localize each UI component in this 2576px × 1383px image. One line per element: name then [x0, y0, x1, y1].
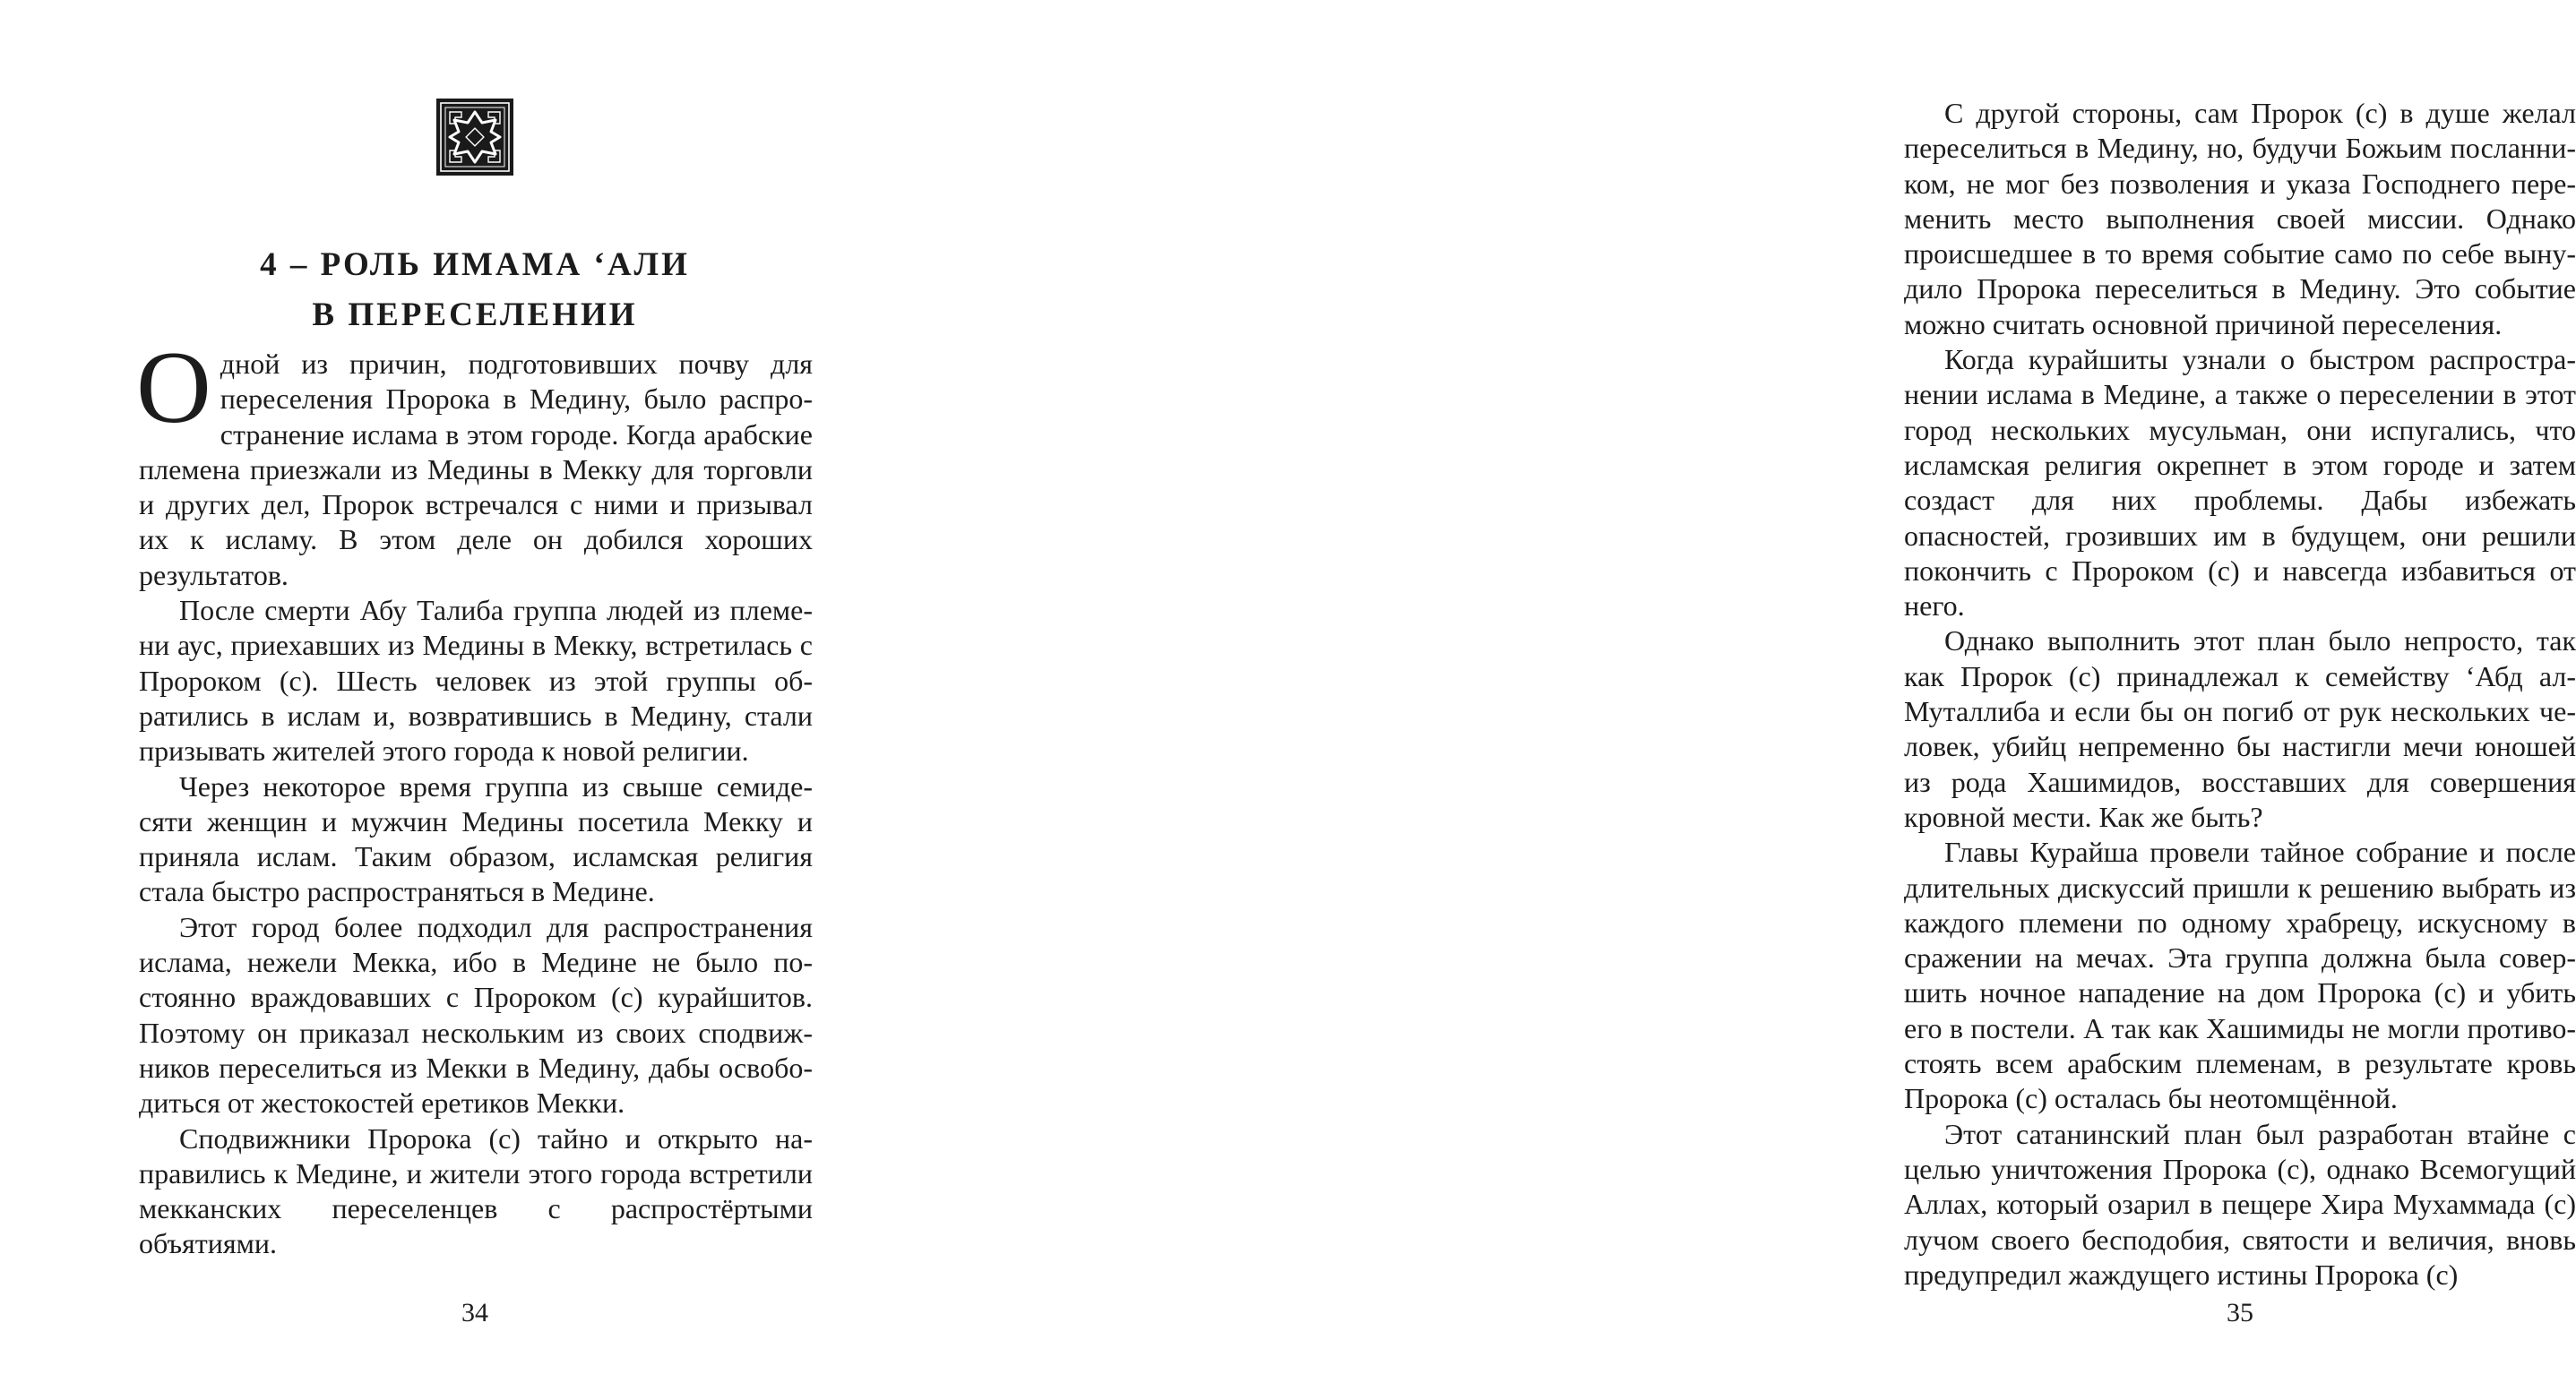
paragraph: Когда курайшиты узнали о быстром распространении ислама в Медине, а также о переселении в этот город нескольких мусульман, они испугались, что исламская религия окрепнет в этом городе и затем создаст для них проблемы. Дабы избежать опасностей, грозивших им в будущем, они решили покончить с Пророком (с) и навсегда избавиться от него. [1904, 343, 2576, 623]
paragraph: Сподвижники Пророка (с) тайно и открыто направились к Медине, и жители этого города встретили мекканских переселенцев с распростёртыми объятиями. [139, 1121, 813, 1260]
right-page [896, 0, 2576, 1383]
page-number: 34 [461, 1298, 488, 1327]
paragraph: Через некоторое время группа из свыше семидесяти женщин и мужчин Медины посетила Мекку и приняла ислам. Таким образом, исламская религия стала быстро распространяться в Медине. [139, 769, 813, 908]
paragraph: После смерти Абу Талиба группа людей из племени аус, приехавших из Медины в Мекку, встретилась с Пророком (с). Шесть человек из этой группы обратились в ислам и, возвратившись в Медину, стали призывать жителей этого города к новой религии. [139, 594, 813, 768]
paragraph: Этот город более подходил для распространения ислама, нежели Мекка, ибо в Медине не было постоянно враждовавших с Пророком (с) курайшитов. Поэтому он приказал нескольким из своих сподвижников переселиться из Мекки в Медину, дабы освободиться от жестокостей еретиков Мекки. [139, 910, 813, 1120]
chapter-title-line-2: В ПЕРЕСЕЛЕНИИ [312, 296, 638, 333]
first-paragraph-text: дной из причин, подготовивших почву для переселения Пророка в Медину, было распространение ислама в этом городе. Когда арабские племена приезжали из Медины в Мекку для торговли и других дел, Пророк встречался с ними и призывал их к исламу. В этом деле он добился хороших результатов. [139, 348, 813, 591]
right-page-body [1904, 96, 2576, 1293]
left-page-body [136, 331, 813, 1262]
left-page [0, 0, 896, 1383]
square-knot-ornament-icon [436, 99, 513, 176]
chapter-title-line-1: 4 – РОЛЬ ИМАМА ‘АЛИ [260, 246, 690, 283]
paragraph: Однако выполнить этот план было непросто, так как Пророк (с) принадлежал к семейству ‘Абд ал-Муталлиба и если бы он погиб от рук нескольких человек, убийц непременно бы настигли мечи юношей из рода Хашимидов, восставших для совершения кровной мести. Как же быть? [1904, 624, 2576, 833]
first-paragraph [136, 331, 813, 593]
chapter-title [134, 240, 815, 340]
drop-cap: О [136, 331, 211, 445]
paragraph: С другой стороны, сам Пророк (с) в душе желал переселиться в Медину, но, будучи Божьим посланником, не мог без позволения и указа Господнего переменить место выполнения своей миссии. Однако происшедшее в то время событие само по себе вынудило Пророка переселиться в Медину. Это событие можно считать основной причиной переселения. [1904, 97, 2576, 340]
page-number: 35 [2227, 1298, 2253, 1327]
paragraph: Этот сатанинский план был разработан втайне с целью уничтожения Пророка (с), однако Всемогущий Аллах, который озарил в пещере Хира Мухаммада (с) лучом своего бесподобия, святости и величия, вновь предупредил жаждущего истины Пророка (с) [1904, 1117, 2576, 1291]
paragraph: Главы Курайша провели тайное собрание и после длительных дискуссий пришли к решению выбрать из каждого племени по одному храбрецу, искусному в сражении на мечах. Эта группа должна была совершить ночное нападение на дом Пророка (с) и убить его в постели. А так как Хашимиды не могли противостоять всем арабским племенам, в результате кровь Пророка (с) осталась бы неотомщённой. [1904, 836, 2576, 1115]
